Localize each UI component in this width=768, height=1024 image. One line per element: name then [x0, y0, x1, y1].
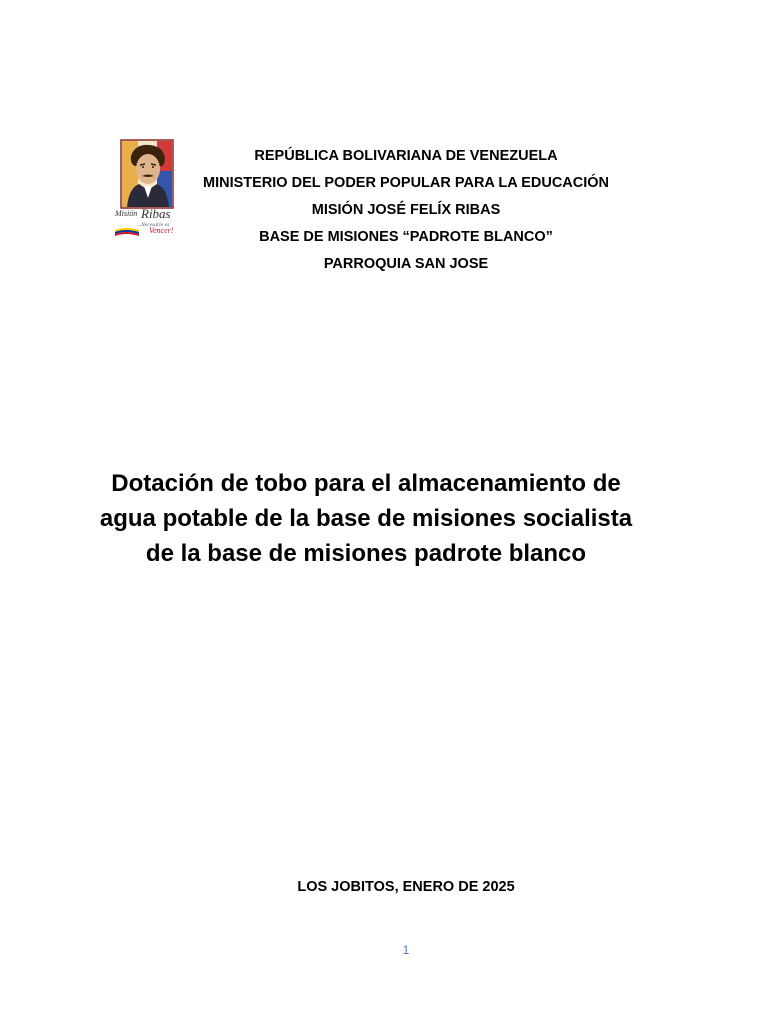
logo-text-ribas: Ribas: [141, 206, 171, 221]
title-line-3: de la base de misiones padrote blanco: [145, 540, 587, 567]
header-line-parish: PARROQUIA SAN JOSE: [323, 256, 489, 272]
page-number: 1: [402, 943, 410, 957]
header-line-republic: REPÚBLICA BOLIVARIANA DE VENEZUELA: [254, 148, 558, 164]
logo-text-mision: Misión: [115, 209, 138, 218]
logo-text-slogan-1: ...Necesario es: [137, 222, 170, 228]
title-line-1: Dotación de tobo para el almacenamiento de: [111, 470, 621, 497]
institution-header: [150, 143, 662, 278]
title-line-2: agua potable de la base de misiones socialista: [99, 505, 633, 532]
header-line-base: BASE DE MISIONES “PADROTE BLANCO”: [259, 229, 553, 245]
logo-text-slogan-2: Vencer!: [149, 226, 174, 235]
place-and-date: LOS JOBITOS, ENERO DE 2025: [297, 879, 515, 895]
header-line-mission: MISIÓN JOSÉ FELÍX RIBAS: [311, 202, 501, 218]
header-line-ministry: MINISTERIO DEL PODER POPULAR PARA LA EDUCACIÓN: [202, 175, 610, 191]
document-title: [60, 466, 672, 571]
